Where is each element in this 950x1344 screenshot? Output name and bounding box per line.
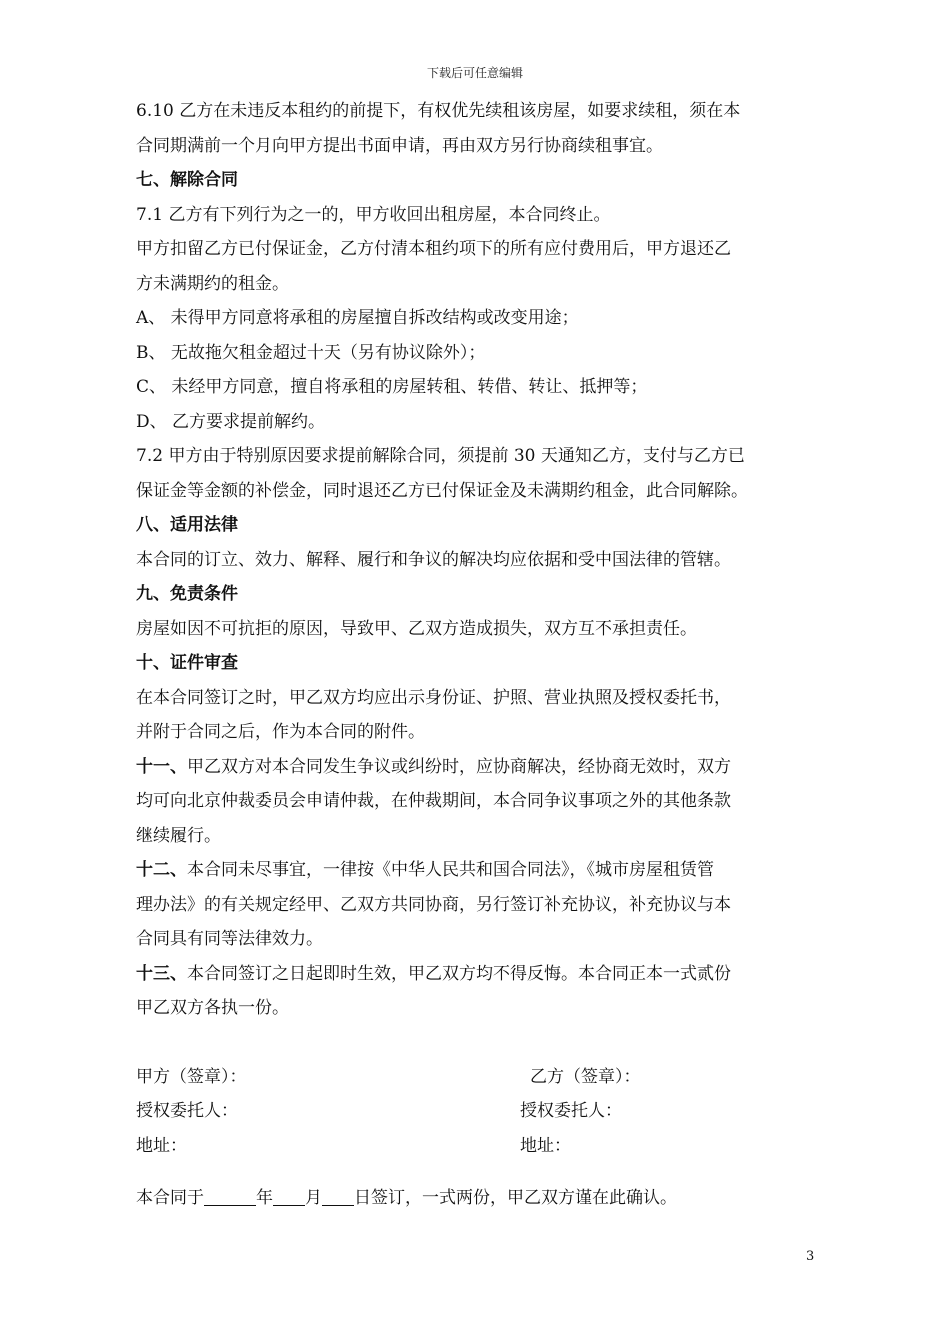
clause-10-line-1: 在本合同签订之时，甲乙双方均应出示身份证、护照、营业执照及授权委托书， — [136, 687, 731, 708]
clause-13-line-1 — [136, 957, 816, 992]
section-heading-7: 七、解除合同 — [136, 170, 238, 190]
closing-year: 年 — [256, 1188, 273, 1208]
clause-6-10-line-1: 6.10 乙方在未违反本租约的前提下，有权优先续租该房屋，如要求续租，须在本 — [136, 101, 741, 121]
clause-8: 本合同的订立、效力、解释、履行和争议的解决均应依据和受中国法律的管辖。 — [136, 549, 731, 570]
party-a-agent: 授权委托人： — [136, 1101, 238, 1121]
list-item-d: D、 乙方要求提前解约。 — [136, 411, 326, 432]
day-blank[interactable] — [322, 1185, 354, 1206]
clause-12-line-1 — [136, 853, 816, 888]
clause-11-line-2: 均可向北京仲裁委员会申请仲裁，在仲裁期间，本合同争议事项之外的其他条款 — [136, 791, 731, 811]
party-a-sign: 甲方（签章）： — [136, 1066, 247, 1087]
section-heading-8: 八、适用法律 — [136, 515, 238, 535]
year-blank[interactable] — [204, 1185, 256, 1206]
clause-7-1-text-1: 甲方扣留乙方已付保证金，乙方付清本租约项下的所有应付费用后，甲方退还乙 — [136, 239, 731, 259]
contract-body — [136, 94, 816, 1216]
signature-row-agent — [136, 1094, 816, 1129]
spacer — [136, 1163, 816, 1181]
page-header: 下载后可任意编辑 — [426, 66, 523, 80]
signing-date-line — [136, 1181, 816, 1216]
closing-suffix: 日签订，一式两份，甲乙双方谨在此确认。 — [354, 1188, 677, 1208]
clause-11-line-1 — [136, 750, 816, 785]
clause-12-line-3: 合同具有同等法律效力。 — [136, 929, 323, 949]
party-a-address: 地址： — [136, 1135, 187, 1156]
clause-10-line-2: 并附于合同之后，作为本合同的附件。 — [136, 722, 425, 742]
party-b-address: 地址： — [520, 1135, 571, 1156]
clause-7-1-text-2: 方未满期约的租金。 — [136, 273, 289, 294]
clause-7-1: 7.1 乙方有下列行为之一的，甲方收回出租房屋，本合同终止。 — [136, 204, 611, 225]
signature-row-address — [136, 1129, 816, 1164]
section-heading-13: 十三、 — [136, 963, 187, 984]
month-blank[interactable] — [273, 1185, 305, 1206]
closing-month: 月 — [305, 1188, 322, 1208]
section-heading-12: 十二、 — [136, 860, 187, 880]
clause-11-line-3: 继续履行。 — [136, 825, 221, 846]
clause-13-line-2: 甲乙双方各执一份。 — [136, 998, 289, 1018]
party-b-agent: 授权委托人： — [520, 1101, 622, 1121]
party-b-sign: 乙方（签章）： — [530, 1066, 641, 1087]
clause-12-text: 本合同未尽事宜，一律按《中华人民共和国合同法》，《城市房屋租赁管 — [187, 860, 714, 880]
list-item-c: C、 未经甲方同意，擅自将承租的房屋转租、转借、转让、抵押等； — [136, 377, 648, 397]
clause-7-2-line-1: 7.2 甲方由于特别原因要求提前解除合同，须提前 30 天通知乙方，支付与乙方已 — [136, 446, 745, 466]
clause-7-2-line-2: 保证金等金额的补偿金，同时退还乙方已付保证金及未满期约租金，此合同解除。 — [136, 480, 748, 501]
list-item-a: A、 未得甲方同意将承租的房屋擅自拆改结构或改变用途； — [136, 308, 579, 328]
clause-13-text: 本合同签订之日起即时生效，甲乙双方均不得反悔。本合同正本一式贰份 — [187, 963, 731, 984]
section-heading-9: 九、免责条件 — [136, 584, 238, 604]
clause-11-text: 甲乙双方对本合同发生争议或纠纷时，应协商解决，经协商无效时，双方 — [187, 756, 731, 777]
list-item-b: B、 无故拖欠租金超过十天（另有协议除外）； — [136, 342, 486, 363]
clause-9: 房屋如因不可抗拒的原因，导致甲、乙双方造成损失，双方互不承担责任。 — [136, 618, 697, 639]
signature-row-party — [136, 1060, 816, 1095]
closing-prefix: 本合同于 — [136, 1188, 204, 1208]
section-heading-10: 十、证件审查 — [136, 653, 238, 673]
spacer — [136, 1026, 816, 1060]
page-number: 3 — [806, 1249, 815, 1264]
clause-12-line-2: 理办法》的有关规定经甲、乙双方共同协商，另行签订补充协议，补充协议与本 — [136, 894, 731, 915]
section-heading-11: 十一、 — [136, 756, 187, 777]
clause-6-10-line-2: 合同期满前一个月向甲方提出书面申请，再由双方另行协商续租事宜。 — [136, 135, 663, 156]
